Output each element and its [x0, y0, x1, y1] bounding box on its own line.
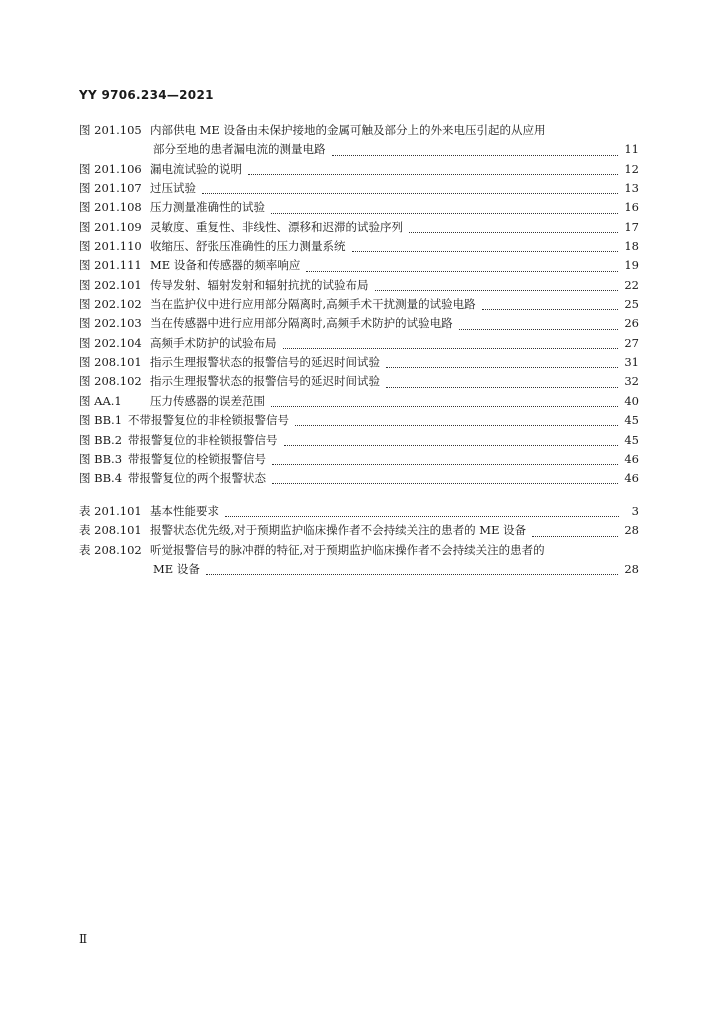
table-title: 听觉报警信号的脉冲群的特征,对于预期监护临床操作者不会持续关注的患者的	[150, 542, 545, 557]
figure-entry[interactable]	[79, 218, 639, 237]
figure-page-number: 18	[624, 239, 639, 254]
figure-title: 压力测量准确性的试验	[150, 200, 265, 215]
figure-entry[interactable]	[79, 314, 639, 333]
figure-label: 图 AA.1	[79, 393, 122, 408]
figure-label: 图 201.108	[79, 200, 142, 215]
figure-entry[interactable]	[79, 198, 639, 217]
figure-title: 带报警复位的两个报警状态	[128, 471, 267, 486]
figure-page-number: 31	[624, 355, 639, 370]
figure-entry[interactable]	[79, 450, 639, 469]
figure-page-number: 45	[624, 432, 639, 447]
figure-entry-continuation	[79, 140, 639, 159]
figure-entry[interactable]	[79, 334, 639, 353]
figure-entry[interactable]	[79, 392, 639, 411]
dot-leader	[459, 329, 619, 330]
figure-page-number: 45	[624, 413, 639, 428]
figure-entry[interactable]	[79, 411, 639, 430]
figure-label: 图 202.101	[79, 277, 142, 292]
figure-label: 图 201.106	[79, 161, 142, 176]
table-label: 表 208.101	[79, 523, 142, 538]
figure-label: 图 202.103	[79, 316, 142, 331]
table-entry-continuation	[79, 560, 639, 579]
figure-page-number: 12	[624, 161, 639, 176]
table-page-number: 28	[624, 562, 639, 577]
figure-title: 灵敏度、重复性、非线性、漂移和迟滞的试验序列	[150, 219, 403, 234]
table-page-number: 28	[624, 523, 639, 538]
dot-leader	[409, 232, 618, 233]
figure-page-number: 27	[624, 335, 639, 350]
figure-entry[interactable]	[79, 353, 639, 372]
figure-entry[interactable]	[79, 237, 639, 256]
figure-title: 漏电流试验的说明	[150, 161, 242, 176]
figure-title: ME 设备和传感器的频率响应	[150, 258, 301, 273]
table-page-number: 3	[631, 504, 639, 518]
dot-leader	[271, 406, 618, 407]
figure-label: 图 201.109	[79, 219, 142, 234]
table-title: 报警状态优先级,对于预期监护临床操作者不会持续关注的患者的 ME 设备	[150, 523, 527, 538]
figure-title: 收缩压、舒张压准确性的压力测量系统	[150, 239, 346, 254]
figure-entry[interactable]	[79, 179, 639, 198]
dot-leader	[332, 155, 619, 156]
dot-leader	[206, 574, 619, 575]
figure-label: 图 201.111	[79, 258, 142, 273]
dot-leader	[283, 348, 619, 349]
figure-page-number: 46	[624, 471, 639, 486]
table-label: 表 201.101	[79, 504, 142, 518]
figure-label: 图 201.107	[79, 181, 142, 196]
figure-title-continuation: 部分至地的患者漏电流的测量电路	[153, 142, 326, 157]
table-entry[interactable]	[79, 541, 639, 560]
figure-entry[interactable]	[79, 431, 639, 450]
figure-title: 当在传感器中进行应用部分隔离时,高频手术防护的试验电路	[150, 316, 453, 331]
figure-title: 内部供电 ME 设备由未保护接地的金属可触及部分上的外来电压引起的从应用	[150, 123, 546, 137]
dot-leader	[482, 309, 619, 310]
dot-leader	[295, 425, 618, 426]
figure-title: 带报警复位的非栓锁报警信号	[128, 432, 278, 447]
figure-title: 过压试验	[150, 181, 196, 196]
dot-leader	[271, 213, 618, 214]
table-title: 基本性能要求	[150, 504, 219, 518]
figure-label: 图 BB.2	[79, 432, 123, 447]
figure-entry[interactable]	[79, 295, 639, 314]
figure-page-number: 46	[624, 451, 639, 466]
figure-page-number: 19	[624, 258, 639, 273]
figure-title: 压力传感器的误差范围	[150, 393, 265, 408]
dot-leader	[284, 445, 619, 446]
figure-label: 图 208.102	[79, 374, 142, 389]
figure-label: 图 BB.1	[79, 413, 123, 428]
dot-leader	[306, 271, 618, 272]
dot-leader	[386, 367, 618, 368]
figure-entry[interactable]	[79, 469, 639, 488]
figure-title: 高频手术防护的试验布局	[150, 335, 277, 350]
figure-page-number: 22	[624, 277, 639, 292]
figure-entry[interactable]	[79, 372, 639, 391]
figure-entry[interactable]	[79, 160, 639, 179]
figure-label: 图 BB.4	[79, 471, 123, 486]
figure-page-number: 11	[624, 142, 639, 157]
figure-label: 图 202.102	[79, 297, 142, 312]
table-entry[interactable]	[79, 502, 639, 521]
table-entry[interactable]	[79, 521, 639, 540]
figure-page-number: 26	[624, 316, 639, 331]
figure-label: 图 201.110	[79, 239, 142, 254]
figure-title: 传导发射、辐射发射和辐射抗扰的试验布局	[150, 277, 369, 292]
figure-page-number: 17	[624, 219, 639, 234]
dot-leader	[202, 193, 618, 194]
dot-leader	[272, 464, 618, 465]
figure-page-number: 32	[624, 374, 639, 389]
figure-title: 当在监护仪中进行应用部分隔离时,高频手术干扰测量的试验电路	[150, 297, 476, 312]
figure-entry[interactable]	[79, 256, 639, 275]
figure-title: 不带报警复位的非栓锁报警信号	[128, 413, 290, 428]
figure-label: 图 202.104	[79, 335, 142, 350]
figure-entry[interactable]	[79, 121, 639, 140]
dot-leader	[532, 536, 618, 537]
standard-code-header: YY 9706.234—2021	[79, 88, 214, 102]
page-number: Ⅱ	[79, 932, 88, 946]
table-label: 表 208.102	[79, 542, 142, 557]
figure-page-number: 40	[624, 393, 639, 408]
figure-title: 指示生理报警状态的报警信号的延迟时间试验	[150, 374, 380, 389]
dot-leader	[225, 516, 619, 517]
figure-title: 指示生理报警状态的报警信号的延迟时间试验	[150, 355, 380, 370]
dot-leader	[248, 174, 618, 175]
figure-page-number: 13	[624, 181, 639, 196]
table-list	[79, 502, 639, 579]
dot-leader	[352, 251, 619, 252]
dot-leader	[386, 387, 618, 388]
figure-label: 图 BB.3	[79, 451, 123, 466]
figure-page-number: 25	[624, 297, 639, 312]
figure-title: 带报警复位的栓锁报警信号	[128, 451, 267, 466]
dot-leader	[272, 483, 618, 484]
dot-leader	[375, 290, 619, 291]
figure-page-number: 16	[624, 200, 639, 215]
table-title-continuation: ME 设备	[153, 562, 200, 577]
figure-label: 图 201.105	[79, 123, 142, 137]
figure-entry[interactable]	[79, 276, 639, 295]
figure-list	[79, 121, 639, 489]
figure-label: 图 208.101	[79, 355, 142, 370]
